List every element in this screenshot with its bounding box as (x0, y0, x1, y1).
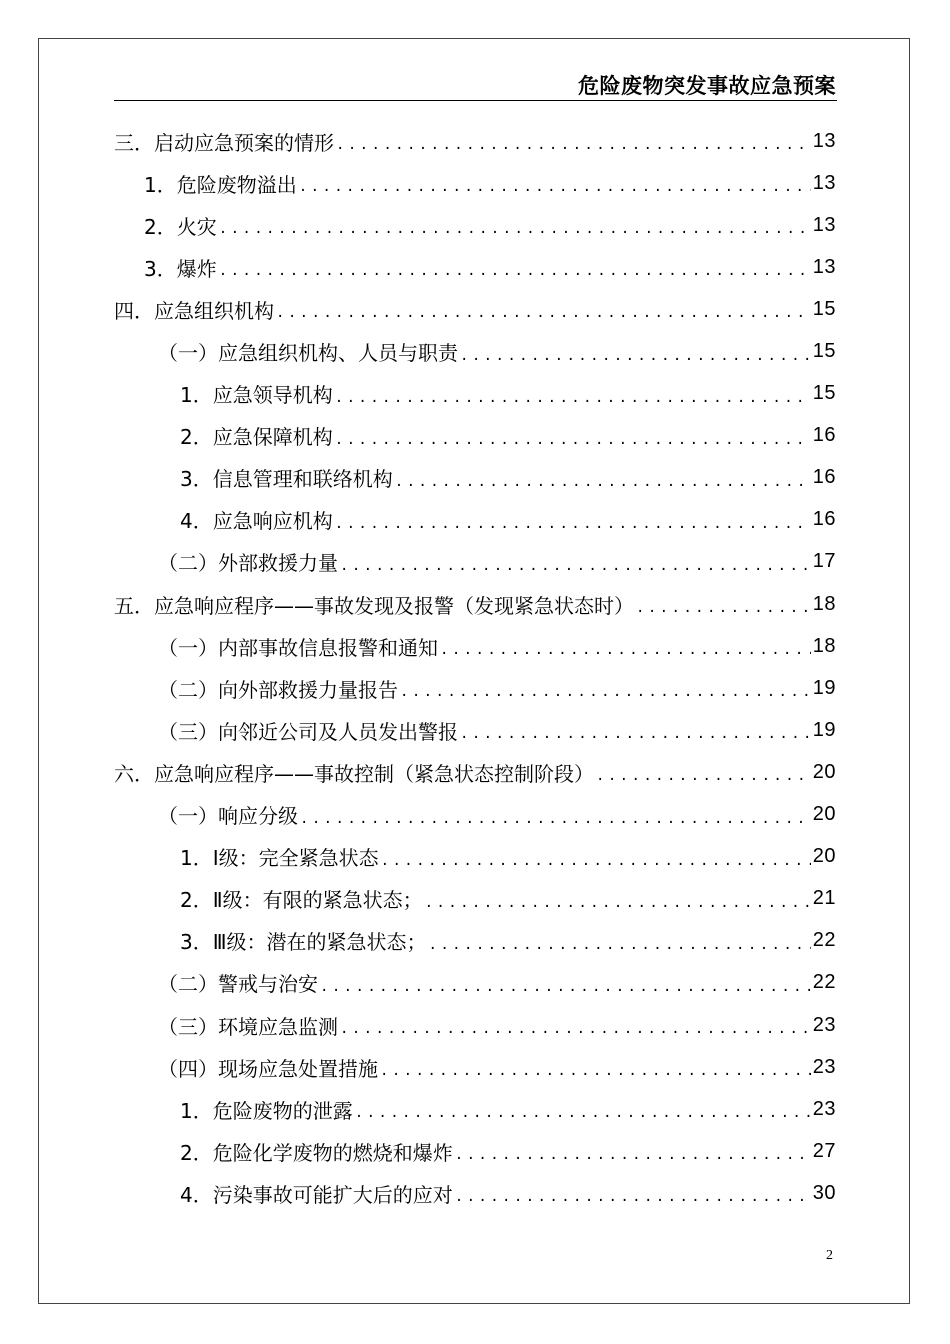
toc-entry[interactable] (114, 1130, 836, 1172)
toc-entry[interactable] (114, 920, 836, 962)
toc-dot-leader (335, 390, 811, 406)
toc-dot-leader (355, 1105, 811, 1121)
toc-entry[interactable] (114, 373, 836, 415)
toc-entry-page: 23 (812, 1013, 836, 1036)
toc-entry[interactable] (114, 162, 836, 204)
toc-entry[interactable] (114, 541, 836, 583)
toc-entry-page: 15 (812, 382, 836, 405)
toc-entry-page: 23 (812, 1097, 836, 1120)
toc-entry-title: 1．Ⅰ级：完全紧急状态 (180, 842, 379, 871)
toc-dot-leader (336, 137, 811, 153)
toc-entry-title: （二）外部救援力量 (158, 547, 338, 576)
toc-entry[interactable] (114, 1172, 836, 1214)
toc-entry[interactable] (114, 878, 836, 920)
toc-dot-leader (460, 348, 811, 364)
toc-dot-leader (381, 853, 811, 869)
toc-entry-title: 1．危险废物的泄露 (180, 1095, 353, 1124)
toc-dot-leader (425, 895, 811, 911)
toc-dot-leader (596, 768, 811, 784)
toc-entry-page: 19 (812, 718, 836, 741)
toc-dot-leader (300, 811, 811, 827)
toc-entry-page: 16 (812, 424, 836, 447)
toc-entry-page: 18 (812, 634, 836, 657)
toc-entry-title: 3．信息管理和联络机构 (180, 463, 393, 492)
toc-entry[interactable] (114, 415, 836, 457)
toc-dot-leader (380, 1063, 811, 1079)
toc-entry-page: 16 (812, 508, 836, 531)
toc-entry[interactable] (114, 288, 836, 330)
toc-dot-leader (320, 979, 811, 995)
toc-entry[interactable] (114, 794, 836, 836)
toc-dot-leader (636, 600, 811, 616)
toc-entry-page: 16 (812, 466, 836, 489)
toc-entry-title: 2．Ⅱ级：有限的紧急状态； (180, 884, 423, 913)
page-number: 2 (826, 1248, 833, 1263)
toc-entry-title: 六．应急响应程序——事故控制（紧急状态控制阶段） (114, 758, 594, 787)
toc-entry-page: 19 (812, 676, 836, 699)
toc-entry-title: （一）内部事故信息报警和通知 (158, 632, 438, 661)
toc-dot-leader (335, 432, 811, 448)
toc-entry[interactable] (114, 1046, 836, 1088)
toc-entry-title: 3．Ⅲ级：潜在的紧急状态； (180, 926, 427, 955)
toc-dot-leader (340, 1021, 811, 1037)
toc-entry-title: 3．爆炸 (144, 253, 217, 282)
toc-entry[interactable] (114, 836, 836, 878)
toc-entry-title: （二）向外部救援力量报告 (158, 674, 398, 703)
toc-entry-page: 23 (812, 1055, 836, 1078)
toc-entry-title: 2．火灾 (144, 211, 217, 240)
toc-entry-page: 20 (812, 803, 836, 826)
toc-entry-title: 2．危险化学废物的燃烧和爆炸 (180, 1137, 453, 1166)
toc-dot-leader (429, 937, 811, 953)
toc-entry-page: 13 (812, 129, 836, 152)
toc-entry[interactable] (114, 962, 836, 1004)
toc-dot-leader (440, 642, 811, 658)
toc-entry-title: 4．应急响应机构 (180, 505, 333, 534)
toc-entry-page: 17 (812, 550, 836, 573)
toc-entry-page: 13 (812, 171, 836, 194)
toc-entry-title: 五．应急响应程序——事故发现及报警（发现紧急状态时） (114, 590, 634, 619)
toc-entry-page: 13 (812, 255, 836, 278)
toc-entry-title: （三）向邻近公司及人员发出警报 (158, 716, 458, 745)
toc-dot-leader (299, 179, 811, 195)
toc-entry-title: （三）环境应急监测 (158, 1011, 338, 1040)
toc-entry[interactable] (114, 709, 836, 751)
toc-entry[interactable] (114, 625, 836, 667)
header-rule (114, 100, 837, 101)
toc-entry-title: （一）响应分级 (158, 800, 298, 829)
toc-dot-leader (219, 221, 811, 237)
toc-dot-leader (455, 1147, 811, 1163)
toc-entry-page: 27 (812, 1139, 836, 1162)
toc-dot-leader (340, 558, 811, 574)
toc-dot-leader (395, 474, 811, 490)
toc-entry-title: （一）应急组织机构、人员与职责 (158, 337, 458, 366)
toc-dot-leader (335, 516, 811, 532)
toc-entry-title: 1．危险废物溢出 (144, 169, 297, 198)
toc-dot-leader (460, 726, 811, 742)
toc-entry[interactable] (114, 667, 836, 709)
toc-entry[interactable] (114, 457, 836, 499)
toc-entry[interactable] (114, 1088, 836, 1130)
toc-entry-title: 1．应急领导机构 (180, 379, 333, 408)
table-of-contents (114, 120, 836, 1214)
toc-entry[interactable] (114, 204, 836, 246)
toc-entry-page: 13 (812, 213, 836, 236)
toc-entry-page: 30 (812, 1181, 836, 1204)
toc-entry-page: 22 (812, 971, 836, 994)
toc-entry-page: 18 (812, 592, 836, 615)
toc-entry-page: 15 (812, 340, 836, 363)
toc-entry[interactable] (114, 120, 836, 162)
toc-entry[interactable] (114, 499, 836, 541)
toc-entry-page: 22 (812, 929, 836, 952)
toc-entry[interactable] (114, 1004, 836, 1046)
toc-entry[interactable] (114, 583, 836, 625)
toc-entry-page: 20 (812, 845, 836, 868)
toc-entry-page: 21 (812, 887, 836, 910)
toc-dot-leader (276, 305, 811, 321)
toc-entry-title: （四）现场应急处置措施 (158, 1053, 378, 1082)
toc-entry-page: 20 (812, 760, 836, 783)
toc-entry[interactable] (114, 330, 836, 372)
toc-entry-title: （二）警戒与治安 (158, 968, 318, 997)
toc-entry[interactable] (114, 751, 836, 793)
toc-entry-title: 4．污染事故可能扩大后的应对 (180, 1179, 453, 1208)
toc-entry-page: 15 (812, 297, 836, 320)
toc-dot-leader (219, 263, 811, 279)
toc-entry-title: 四．应急组织机构 (114, 295, 274, 324)
toc-entry[interactable] (114, 246, 836, 288)
toc-entry-title: 2．应急保障机构 (180, 421, 333, 450)
toc-dot-leader (455, 1189, 811, 1205)
toc-dot-leader (400, 684, 811, 700)
document-header-title: 危险废物突发事故应急预案 (578, 74, 836, 98)
toc-entry-title: 三．启动应急预案的情形 (114, 127, 334, 156)
